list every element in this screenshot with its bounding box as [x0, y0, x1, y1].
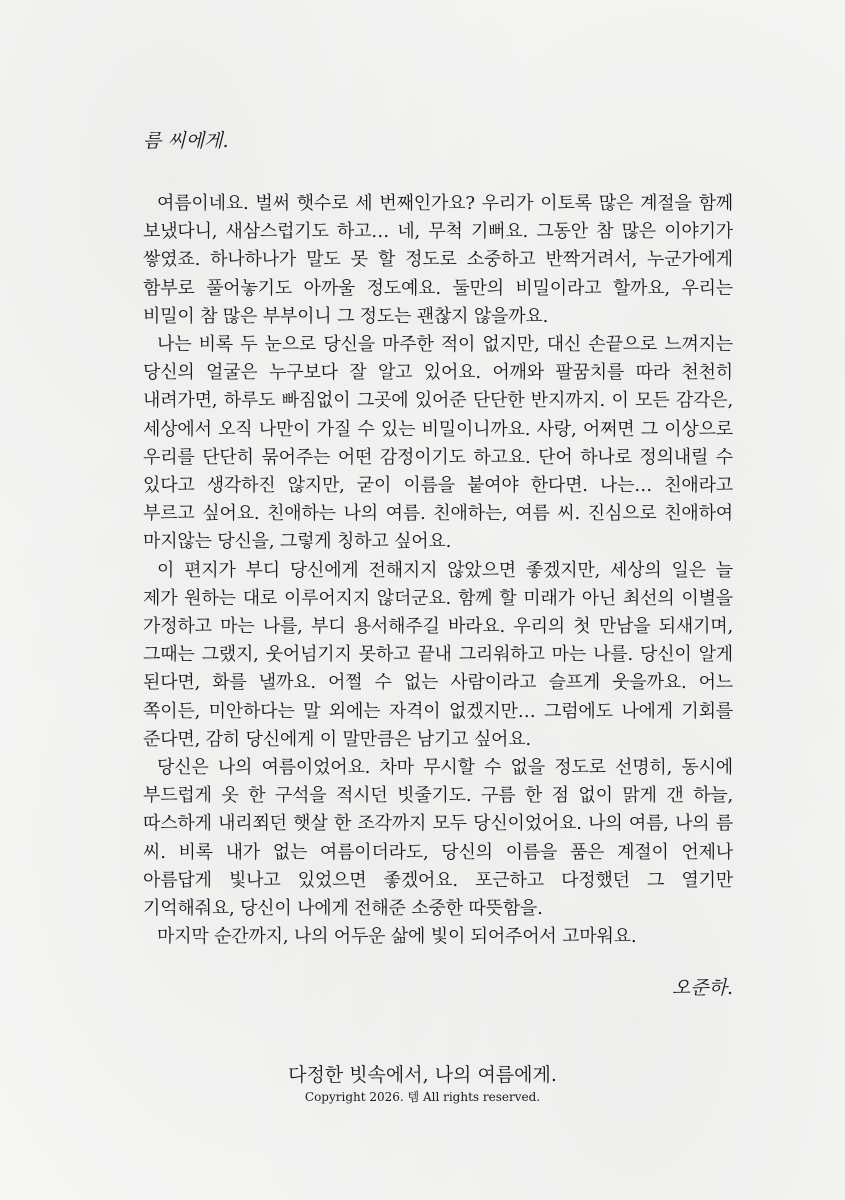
copyright-notice: Copyright 2026. 템 All rights reserved.	[304, 1090, 541, 1104]
letter-paragraph-2: 나는 비록 두 눈으로 당신을 마주한 적이 없지만, 대신 손끝으로 느껴지는 당신의 얼굴은 누구보다 잘 알고 있어요. 어깨와 팔꿈치를 따라 천천히 내려가면, 하루도 빠짐없이 그곳에 있어준 단단한 반지까지. 이 모든 감각은, 세상에서 오직 나만이 가질 수 있는 비밀이니까요. 사랑, 어쩌면 그 이상으로 우리를 단단히 묶어주는 어떤 감정이기도 하고요. 단어 하나로 정의내릴 수 있다고 생각하진 않지만, 굳이 이름을 붙여야 한다면. 나는… 친애라고 부르고 싶어요. 친애하는 나의 여름. 친애하는, 여름 씨. 진심으로 친애하여 마지않는 당신을, 그렇게 칭하고 싶어요.	[143, 334, 734, 553]
letter-paragraph-1: 여름이네요. 벌써 햇수로 세 번째인가요? 우리가 이토록 많은 계절을 함께 보냈다니, 새삼스럽기도 하고… 네, 무척 기뻐요. 그동안 참 많은 이야기가 쌓였죠. 하나하나가 말도 못 할 정도로 소중하고 반짝거려서, 누군가에게 함부로 풀어놓기도 아까울 정도예요. 둘만의 비밀이라고 할까요, 우리는 비밀이 참 많은 부부이니 그 정도는 괜찮지 않을까요.	[143, 193, 733, 327]
letter-signature: 오준하.	[671, 977, 733, 1000]
letter-paragraph-5: 마지막 순간까지, 나의 어두운 삶에 빛이 되어주어서 고마워요.	[157, 926, 637, 948]
letter-paragraph-4: 당신은 나의 여름이었어요. 차마 무시할 수 없을 정도로 선명히, 동시에 부드럽게 옷 한 구석을 적시던 빗줄기도. 구름 한 점 없이 맑게 갠 하늘, 따스하게 내리쬐던 햇살 한 조각까지 모두 당신이었어요. 나의 여름, 나의 름 씨. 비록 내가 없는 여름이더라도, 당신의 이름을 품은 계절이 언제나 아름답게 빛나고 있었으면 좋겠어요. 포근하고 다정했던 그 열기만 기억해줘요, 당신이 나에게 전해준 소중한 따뜻함을.	[143, 757, 733, 920]
letter-body	[143, 126, 733, 1003]
letter-salutation: 름 씨에게.	[143, 130, 229, 152]
closing-line: 다정한 빗속에서, 나의 여름에게.	[288, 1064, 557, 1086]
letter-paragraph-3: 이 편지가 부디 당신에게 전해지지 않았으면 좋겠지만, 세상의 일은 늘 제가 원하는 대로 이루어지지 않더군요. 함께 할 미래가 아닌 최선의 이별을 가정하고 마는 나를, 부디 용서해주길 바라요. 우리의 첫 만남을 되새기며, 그때는 그랬지, 웃어넘기지 못하고 끝내 그리워하고 마는 나를. 당신이 알게 된다면, 화를 낼까요. 어쩔 수 없는 사람이라고 슬프게 웃을까요. 어느 쪽이든, 미안하다는 말 외에는 자격이 없겠지만… 그럼에도 나에게 기회를 준다면, 감히 당신에게 이 말만큼은 남기고 싶어요.	[143, 559, 733, 750]
